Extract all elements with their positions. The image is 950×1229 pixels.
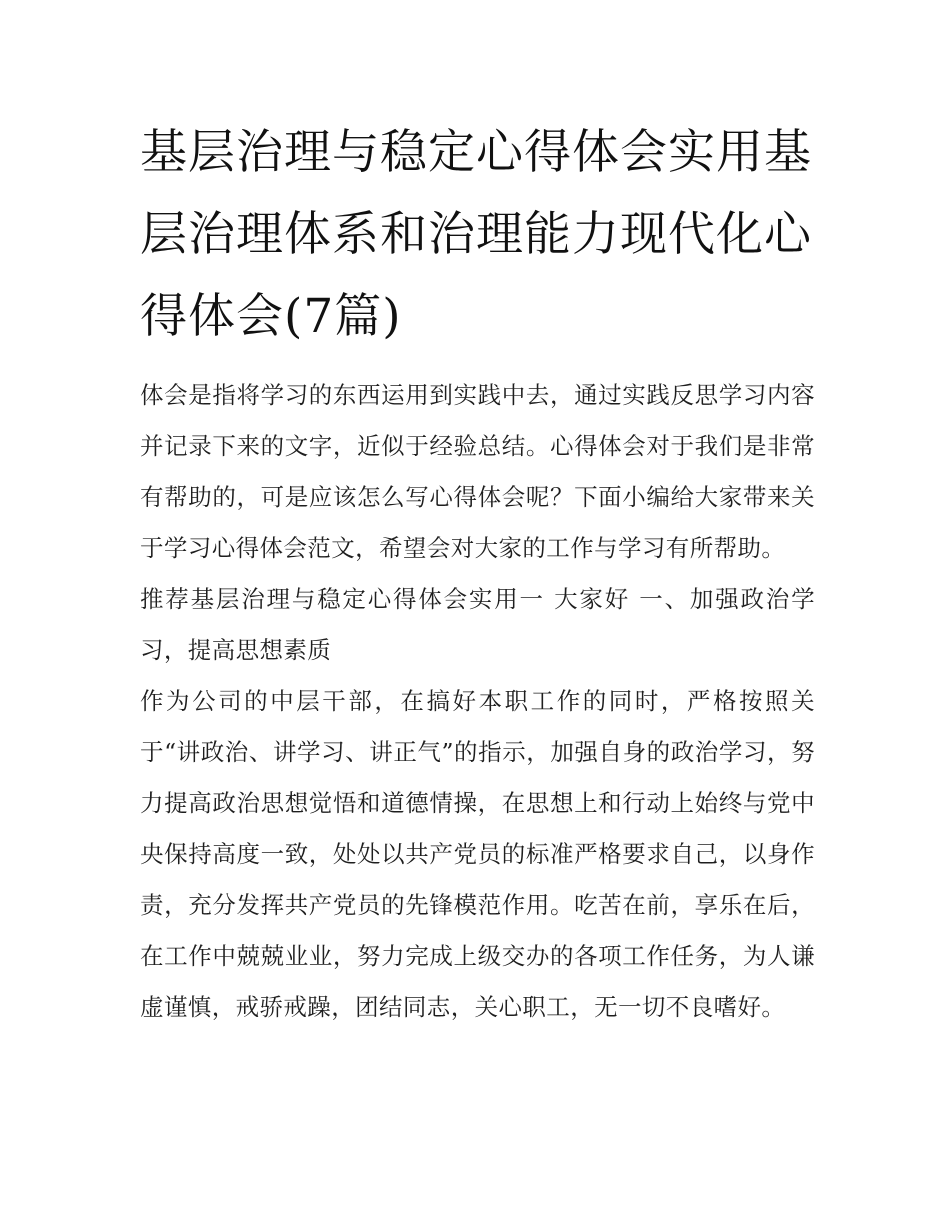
section-heading-paragraph: 推荐基层治理与稳定心得体会实用一 大家好 一、加强政治学习，提高思想素质 — [140, 585, 815, 664]
document-body — [140, 112, 815, 1033]
body-paragraph: 作为公司的中层干部，在搞好本职工作的同时，严格按照关于“讲政治、讲学习、讲正气”的指示，加强自身的政治学习，努力提高政治思想觉悟和道德情操，在思想上和行动上始终与党中央保持高度一致，处处以共产党员的标准严格要求自己，以身作责，充分发挥共产党员的先锋模范作用。吃苦在前，享乐在后，在工作中兢兢业业，努力完成上级交办的各项工作任务，为人谦虚谨慎，戒骄戒躁，团结同志，关心职工，无一切不良嗜好。 — [140, 687, 815, 1021]
intro-paragraph: 体会是指将学习的东西运用到实践中去，通过实践反思学习内容并记录下来的文字，近似于经验总结。心得体会对于我们是非常有帮助的，可是应该怎么写心得体会呢？下面小编给大家带来关于学习心得体会范文，希望会对大家的工作与学习有所帮助。 — [140, 381, 815, 562]
document-title: 基层治理与稳定心得体会实用基层治理体系和治理能力现代化心得体会(7篇) — [140, 125, 812, 344]
